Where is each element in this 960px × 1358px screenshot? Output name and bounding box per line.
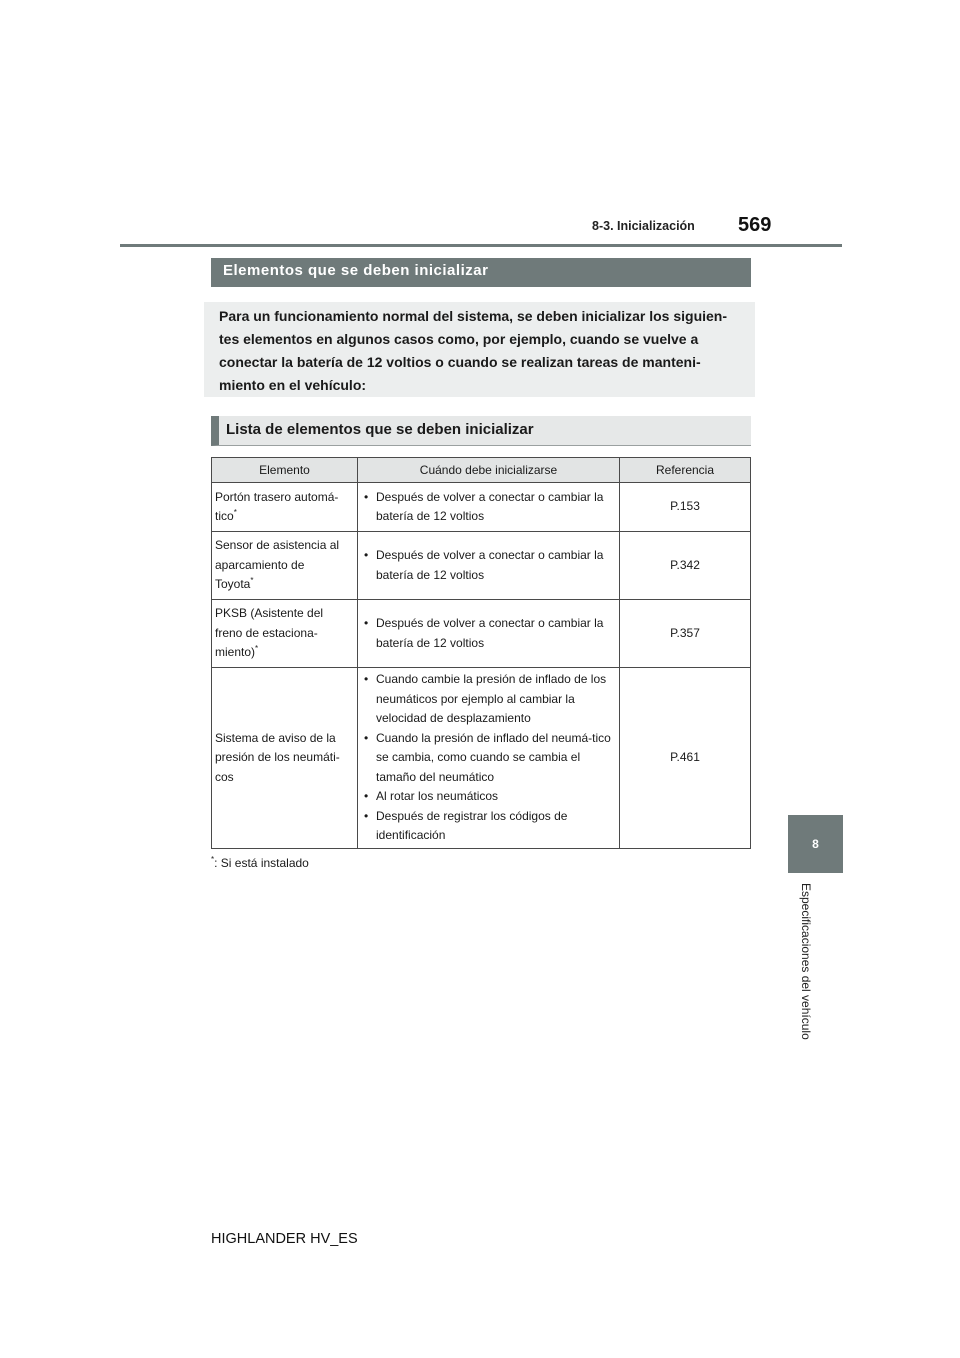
- list-item: • Después de registrar los códigos de identificación: [364, 807, 615, 846]
- section-banner: Elementos que se deben inicializar: [211, 258, 751, 287]
- table-row: [212, 668, 751, 849]
- element-line: cos: [215, 769, 234, 784]
- intro-box: [204, 302, 755, 397]
- reference-cell: P.357: [620, 600, 751, 668]
- list-item: • Después de volver a conectar o cambiar la batería de 12 voltios: [364, 614, 615, 653]
- chapter-tab: [788, 815, 843, 873]
- element-cell: [212, 483, 358, 532]
- chapter-number: 8: [812, 837, 819, 851]
- initialization-table: [211, 457, 751, 849]
- table-row: [212, 532, 751, 600]
- reference-cell: P.461: [620, 668, 751, 849]
- footnote: [211, 856, 309, 870]
- page-number: 569: [738, 214, 772, 236]
- reference-cell: P.342: [620, 532, 751, 600]
- footnote-asterisk: *: [250, 576, 254, 586]
- element-line: Sensor de asistencia al: [215, 538, 340, 553]
- column-header-when: Cuándo debe inicializarse: [358, 458, 620, 483]
- element-line: presión de los neumáti-: [215, 750, 340, 765]
- when-cell: [358, 668, 620, 849]
- element-line: aparcamiento de: [215, 557, 305, 572]
- table-row: [212, 483, 751, 532]
- column-header-element: Elemento: [212, 458, 358, 483]
- element-line: tico*: [215, 508, 237, 523]
- when-cell: [358, 532, 620, 600]
- chapter-title: Especificaciones del vehículo: [799, 883, 813, 1040]
- table-header-row: [212, 458, 751, 483]
- element-line: miento)*: [215, 644, 259, 660]
- list-item: • Cuando cambie la presión de inflado de los neumáticos por ejemplo al cambiar la velocidad de desplazamiento: [364, 670, 615, 729]
- header-divider: [120, 244, 842, 247]
- column-header-reference: Referencia: [620, 458, 751, 483]
- element-cell: [212, 600, 358, 668]
- element-cell: [212, 532, 358, 600]
- footnote-mark: *: [211, 855, 215, 864]
- element-line: Sistema de aviso de la: [215, 730, 336, 745]
- footnote-asterisk: *: [255, 644, 259, 654]
- list-item: • Al rotar los neumáticos: [364, 787, 615, 807]
- list-title-banner: Lista de elementos que se deben inicializar: [211, 416, 751, 446]
- footnote-asterisk: *: [233, 508, 237, 517]
- intro-line: conectar la batería de 12 voltios o cuando se realizan tareas de manteni-: [219, 354, 701, 370]
- intro-line: Para un funcionamiento normal del sistema, se deben inicializar los siguien-: [219, 308, 728, 324]
- intro-line: miento en el vehículo:: [219, 377, 367, 393]
- list-item: • Después de volver a conectar o cambiar la batería de 12 voltios: [364, 488, 615, 527]
- element-line: PKSB (Asistente del: [215, 606, 324, 621]
- reference-cell: P.153: [620, 483, 751, 532]
- element-cell: [212, 668, 358, 849]
- element-line: Portón trasero automá-: [215, 489, 339, 504]
- element-line: freno de estaciona-: [215, 625, 318, 640]
- when-cell: [358, 483, 620, 532]
- element-line: Toyota*: [215, 576, 254, 592]
- header-section-title: 8-3. Inicialización: [592, 219, 695, 233]
- when-cell: [358, 600, 620, 668]
- list-item: • Cuando la presión de inflado del neumá-tico se cambia, como cuando se cambia el tamaño del neumático: [364, 729, 615, 788]
- table-row: [212, 600, 751, 668]
- intro-line: tes elementos en algunos casos como, por ejemplo, cuando se vuelve a: [219, 331, 699, 347]
- list-item: • Después de volver a conectar o cambiar la batería de 12 voltios: [364, 546, 615, 585]
- footnote-text: : Si está instalado: [214, 856, 309, 870]
- footer-model-name: HIGHLANDER HV_ES: [211, 1231, 358, 1247]
